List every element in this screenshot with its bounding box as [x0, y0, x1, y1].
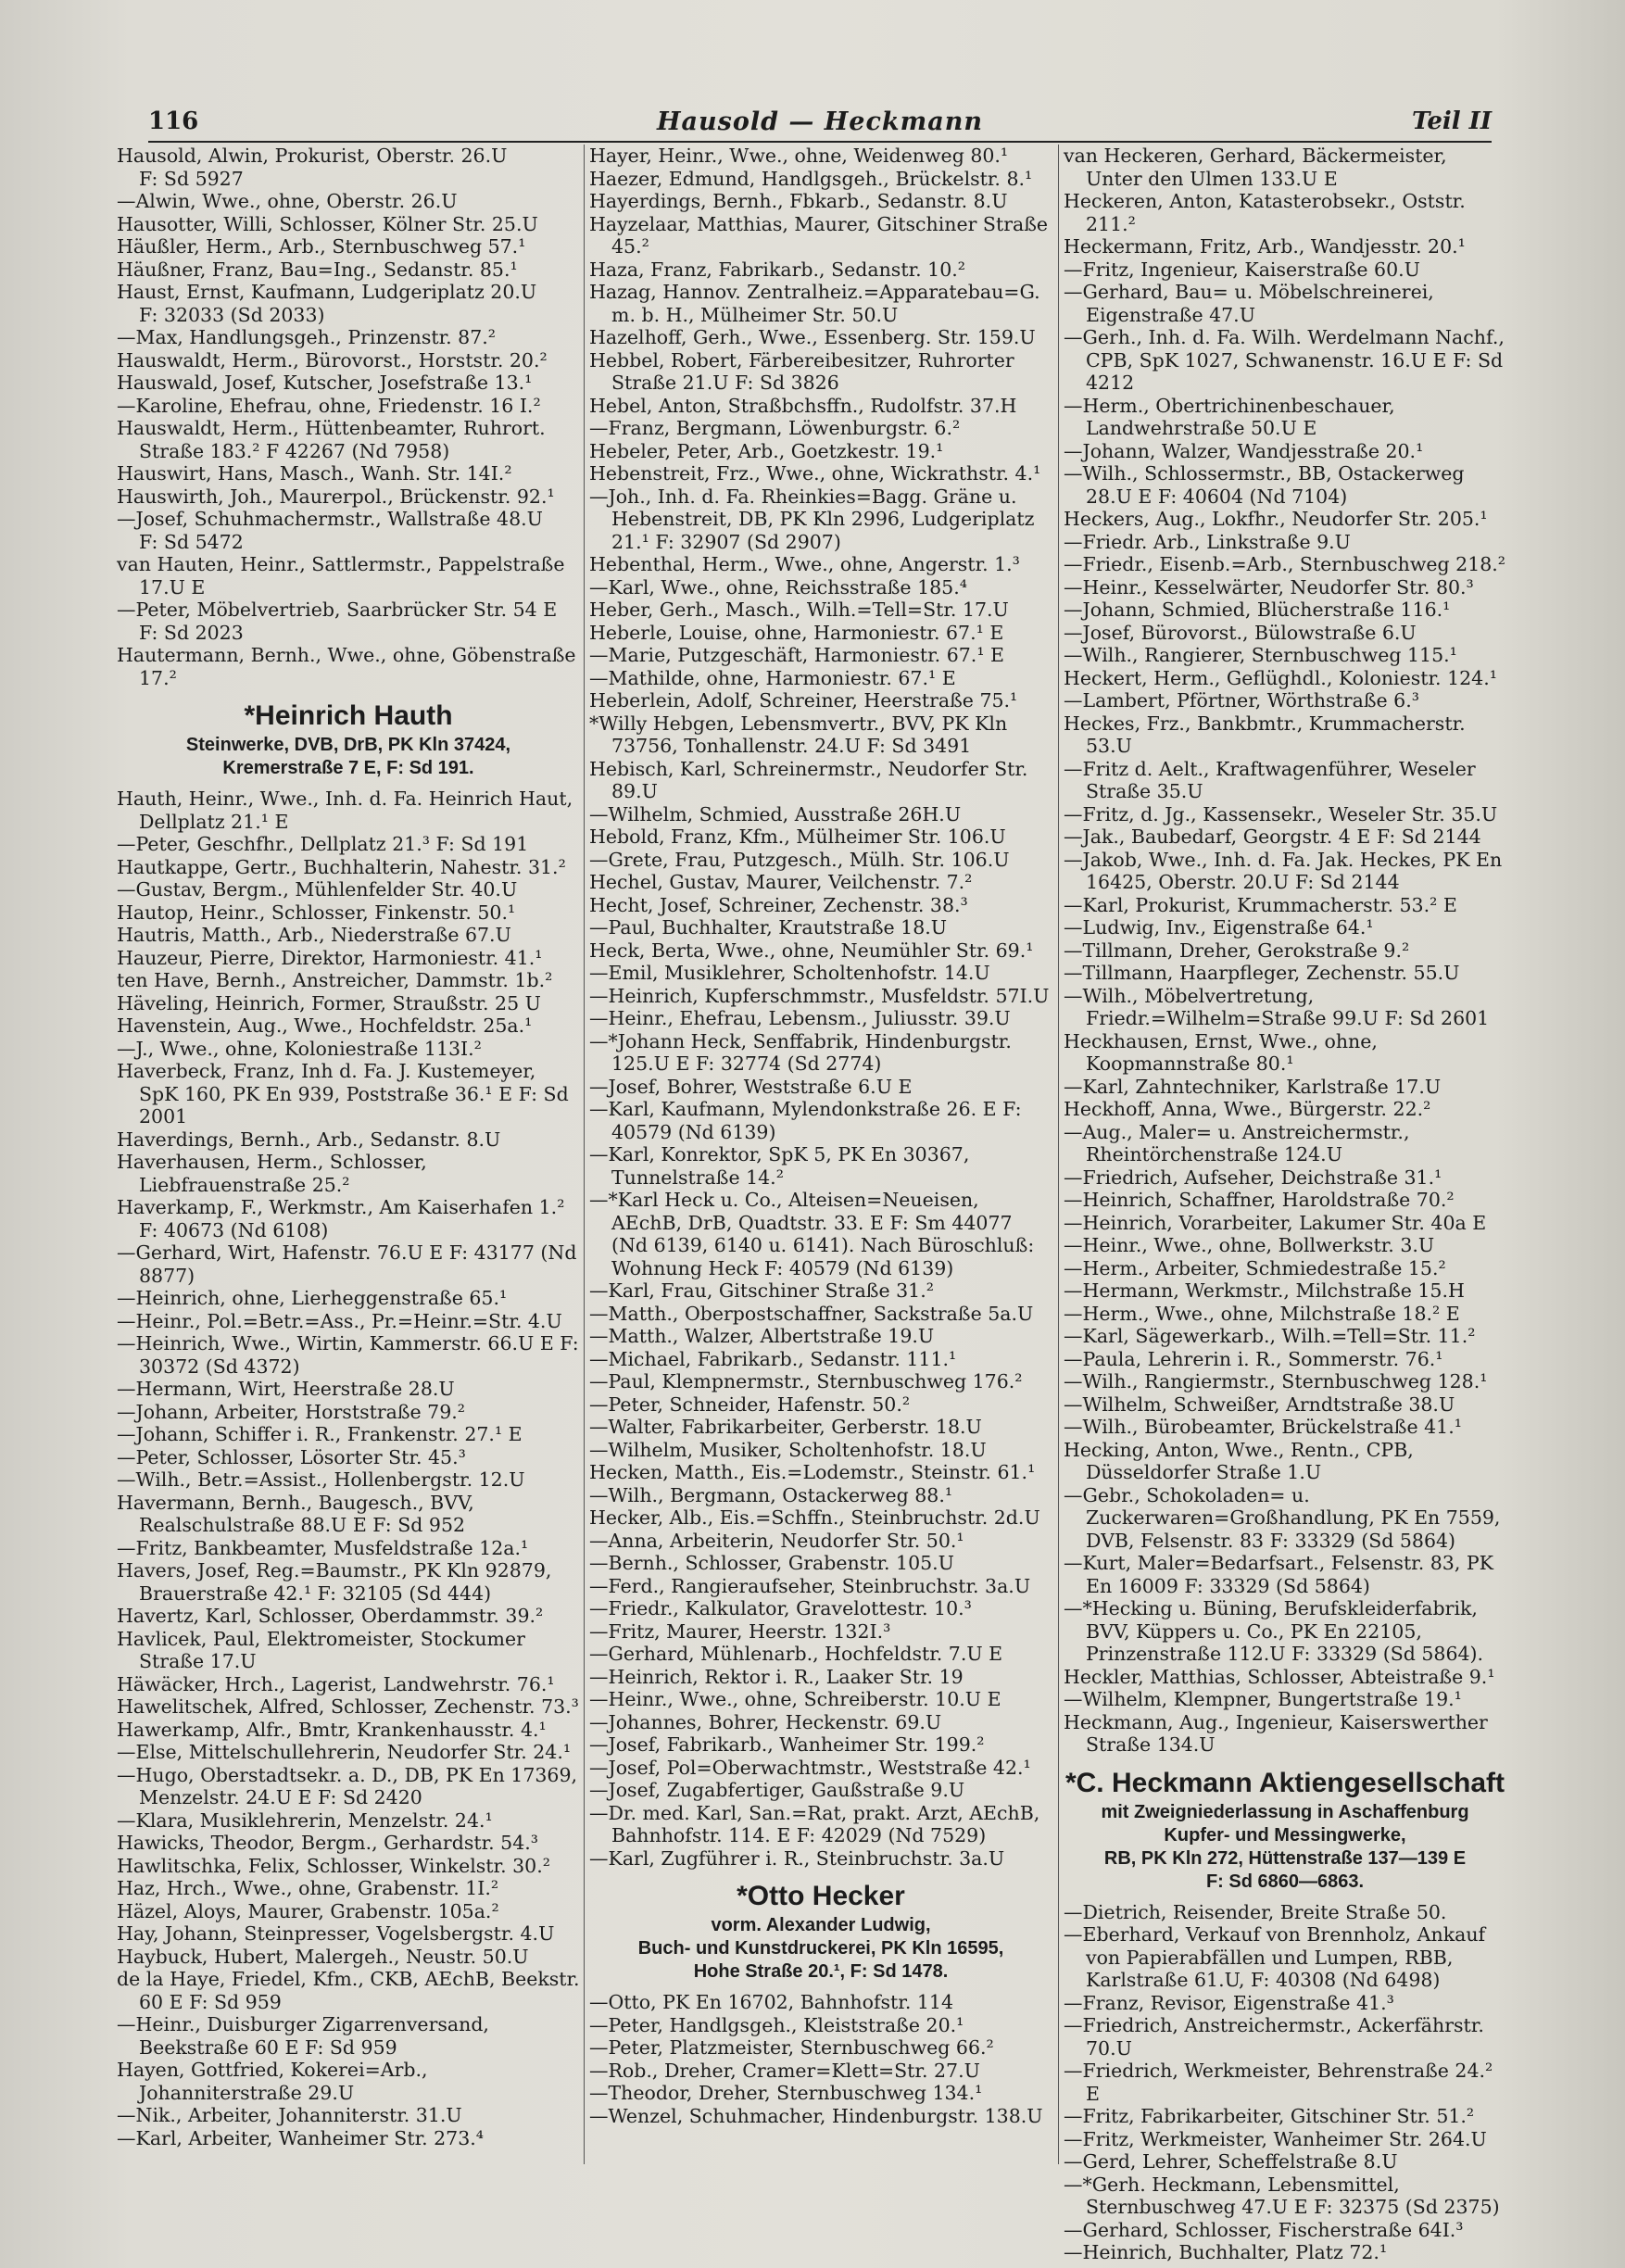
directory-entry: —Friedrich, Aufseher, Deichstraße 31.¹	[1064, 1166, 1442, 1189]
advertisement-line: mit Zweigniederlassung in Aschaffenburg	[1101, 1801, 1469, 1822]
directory-entry: —Karl, Frau, Gitschiner Straße 31.²	[589, 1279, 934, 1302]
advertisement-line: RB, PK Kln 272, Hüttenstraße 137—139 E	[1103, 1847, 1467, 1869]
directory-entry: Hauswaldt, Herm., Hüttenbeamter, Ruhrort. Straße 183.² F 42267 (Nd 7958)	[117, 417, 546, 462]
directory-entry: Hawelitschek, Alfred, Schlosser, Zechenstr. 73.³	[117, 1695, 579, 1718]
directory-entry: —Fritz, Fabrikarbeiter, Gitschiner Str. 51.²	[1064, 2105, 1475, 2127]
advertisement-box	[1064, 1766, 1506, 1894]
directory-entry: Hebold, Franz, Kfm., Mülheimer Str. 106.U	[589, 825, 1006, 848]
directory-entry: —Heinr., Pol.=Betr.=Ass., Pr.=Heinr.=Str. 4.U	[117, 1309, 562, 1332]
directory-entry: —Gebr., Schokoladen= u. Zuckerwaren=Großhandlung, PK En 7559, DVB, Felsenstr. 83 F: 33329 (Sd 5864)	[1064, 1483, 1501, 1552]
directory-entry: —Friedrich, Werkmeister, Behrenstraße 24.² E	[1064, 2060, 1493, 2105]
directory-entry: —Josef, Bohrer, Weststraße 6.U E	[589, 1075, 913, 1098]
directory-entry: —Karl, Arbeiter, Wanheimer Str. 273.⁴	[117, 2126, 485, 2149]
directory-entry: —Gerhard, Wirt, Hafenstr. 76.U E F: 43177 (Nd 8877)	[117, 1241, 577, 1287]
directory-entry: Heberlein, Adolf, Schreiner, Heerstraße 75.¹	[589, 689, 1018, 712]
directory-entry: —Joh., Inh. d. Fa. Rheinkies=Bagg. Gräne u. Hebenstreit, DB, PK Kln 2996, Ludgeriplatz 21.¹ F: 32907 (Sd 2907)	[589, 485, 1035, 553]
directory-entry: —Heinrich, Kupferschmmstr., Musfeldstr. 57I.U	[589, 984, 1050, 1007]
directory-entry: Häveling, Heinrich, Former, Straußstr. 25 U	[117, 991, 541, 1014]
directory-entry: Heckes, Frz., Bankbmtr., Krummacherstr. 53.U	[1064, 712, 1466, 757]
directory-entry: Hecker, Alb., Eis.=Schffn., Steinbruchstr. 2d.U	[589, 1506, 1040, 1529]
directory-entry: —Fritz, Maurer, Heerstr. 132I.³	[589, 1619, 891, 1643]
directory-entry: —Johann, Walzer, Wandjesstraße 20.¹	[1064, 439, 1424, 462]
directory-entry: Hauth, Heinr., Wwe., Inh. d. Fa. Heinrich Haut, Dellplatz 21.¹ E	[117, 788, 573, 833]
directory-entry: —Rob., Dreher, Cramer=Klett=Str. 27.U	[589, 2059, 980, 2082]
directory-entry: —Fritz d. Aelt., Kraftwagenführer, Weseler Straße 35.U	[1064, 757, 1476, 802]
directory-entry: Hawerkamp, Alfr., Bmtr, Krankenhausstr. 4.¹	[117, 1718, 547, 1741]
directory-entry: —*Karl Heck u. Co., Alteisen=Neueisen, AEchB, DrB, Quadtstr. 33. E F: Sm 44077 (Nd 6139, 6140 u. 6141). Nach Büroschluß: Wohnung Heck F: 40579 (Nd 6139)	[589, 1189, 1035, 1279]
directory-entry: —Kurt, Maler=Bedarfsart., Felsenstr. 83, PK En 16009 F: 33329 (Sd 5864)	[1064, 1552, 1493, 1597]
directory-entry: —Peter, Schneider, Hafenstr. 50.²	[589, 1392, 911, 1416]
directory-entry: —Fritz, d. Jg., Kassensekr., Weseler Str. 35.U	[1064, 802, 1498, 825]
directory-entry: —Lambert, Pförtner, Wörthstraße 6.³	[1064, 689, 1419, 712]
directory-entry: —Jakob, Wwe., Inh. d. Fa. Jak. Heckes, PK En 16425, Oberstr. 20.U F: Sd 2144	[1064, 848, 1503, 893]
directory-entry: van Heckeren, Gerhard, Bäckermeister, Unter den Ulmen 133.U E	[1064, 145, 1447, 190]
directory-entry: —Peter, Platzmeister, Sternbuschweg 66.²	[589, 2036, 994, 2059]
directory-entry: Hausotter, Willi, Schlosser, Kölner Str. 25.U	[117, 212, 538, 235]
directory-entry: —Emil, Musiklehrer, Scholtenhofstr. 14.U	[589, 962, 990, 984]
directory-entry: Heckmann, Aug., Ingenieur, Kaiserswerther Straße 134.U	[1064, 1710, 1488, 1756]
directory-entry: —Karl, Zugführer i. R., Steinbruchstr. 3a.U	[589, 1846, 1005, 1870]
advertisement-box	[117, 699, 580, 780]
column-2	[589, 145, 1052, 2127]
directory-entry: —Wilhelm, Schmied, Ausstraße 26H.U	[589, 802, 962, 825]
directory-entry: —Johann, Schiffer i. R., Frankenstr. 27.¹ E	[117, 1423, 523, 1445]
directory-entry: —Wenzel, Schuhmacher, Hindenburgstr. 138.U	[589, 2104, 1043, 2127]
directory-entry: Haverhausen, Herm., Schlosser, Liebfrauenstraße 25.²	[117, 1151, 427, 1196]
directory-entry: —Paula, Lehrerin i. R., Sommerstr. 76.¹	[1064, 1347, 1443, 1370]
directory-entry: —Karoline, Ehefrau, ohne, Friedenstr. 16 I.²	[117, 394, 541, 417]
directory-entry: Hazelhoff, Gerh., Wwe., Essenberg. Str. 159.U	[589, 326, 1036, 348]
advertisement-line: Steinwerke, DVB, DrB, PK Kln 37424,	[185, 735, 511, 755]
directory-entry: Hebeler, Peter, Arb., Goetzkestr. 19.¹	[589, 439, 944, 462]
directory-entry: —Aug., Maler= u. Anstreichermstr., Rheintörchenstraße 124.U	[1064, 1120, 1410, 1166]
advertisement-line: F: Sd 6860—6863.	[1205, 1871, 1365, 1892]
page-number: 116	[148, 107, 199, 135]
running-title: Hausold — Heckmann	[657, 107, 983, 136]
directory-entry: Heberle, Louise, ohne, Harmoniestr. 67.¹ E	[589, 621, 1004, 644]
directory-entry: Haverbeck, Franz, Inh d. Fa. J. Kustemeyer, SpK 160, PK En 939, Poststraße 36.¹ E F: Sd 2001	[117, 1060, 569, 1128]
directory-entry: —Michael, Fabrikarb., Sedanstr. 111.¹	[589, 1347, 957, 1370]
directory-entry: Hauswaldt, Herm., Bürovorst., Horststr. 20.²	[117, 348, 548, 372]
directory-entry: —Wilh., Rangierer, Sternbuschweg 115.¹	[1064, 644, 1457, 666]
directory-entry: Haz, Hrch., Wwe., ohne, Grabenstr. 1I.²	[117, 1877, 499, 1899]
directory-entry: Hazag, Hannov. Zentralheiz.=Apparatebau=G. m. b. H., Mülheimer Str. 50.U	[589, 281, 1040, 326]
directory-entry: —Gerhard, Bau= u. Möbelschreinerei, Eigenstraße 47.U	[1064, 281, 1434, 326]
directory-entry: Hebbel, Robert, Färbereibesitzer, Ruhrorter Straße 21.U F: Sd 3826	[589, 348, 1014, 394]
directory-entry: —Eberhard, Verkauf von Brennholz, Ankauf von Papierabfällen und Lumpen, RBB, Karlstraße 61.U, F: 40308 (Nd 6498)	[1064, 1923, 1486, 1991]
directory-entry: —Karl, Konrektor, SpK 5, PK En 30367, Tunnelstraße 14.²	[589, 1143, 970, 1189]
advertisement-title: *Otto Hecker	[737, 1881, 905, 1911]
directory-entry: —Peter, Möbelvertrieb, Saarbrücker Str. 54 E F: Sd 2023	[117, 598, 558, 644]
directory-entry: —Franz, Revisor, Eigenstraße 41.³	[1064, 1991, 1394, 2014]
directory-entry: —Heinrich, Wwe., Wirtin, Kammerstr. 66.U E F: 30372 (Sd 4372)	[117, 1332, 579, 1378]
directory-entry: —Karl, Kaufmann, Mylendonkstraße 26. E F: 40579 (Nd 6139)	[589, 1098, 1022, 1143]
directory-entry: *Willy Hebgen, Lebensmvertr., BVV, PK Kln 73756, Tonhallenstr. 24.U F: Sd 3491	[589, 712, 1008, 757]
directory-entry: —Ludwig, Inv., Eigenstraße 64.¹	[1064, 916, 1374, 939]
directory-entry: —Paul, Klempnermstr., Sternbuschweg 176.²	[589, 1370, 1023, 1392]
directory-entry: Hayer, Heinr., Wwe., ohne, Weidenweg 80.¹	[589, 145, 1009, 167]
directory-entry: Heckers, Aug., Lokfhr., Neudorfer Str. 205.¹	[1064, 508, 1488, 530]
directory-entry: —Paul, Buchhalter, Krautstraße 18.U	[589, 916, 948, 939]
directory-entry: Hayen, Gottfried, Kokerei=Arb., Johanniterstraße 29.U	[117, 2059, 428, 2104]
directory-entry: Heber, Gerh., Masch., Wilh.=Tell=Str. 17.U	[589, 598, 1009, 621]
directory-entry: Heck, Berta, Wwe., ohne, Neumühler Str. 69.¹	[589, 939, 1034, 962]
directory-entry: —Karl, Zahntechniker, Karlstraße 17.U	[1064, 1075, 1442, 1098]
directory-entry: —Wilhelm, Schweißer, Arndtstraße 38.U	[1064, 1392, 1455, 1416]
directory-entry: ten Have, Bernh., Anstreicher, Dammstr. 1b.²	[117, 969, 553, 991]
directory-entry: —Dietrich, Reisender, Breite Straße 50.	[1064, 1900, 1447, 1923]
directory-entry: Hebenstreit, Frz., Wwe., ohne, Wickrathstr. 4.¹	[589, 462, 1041, 485]
directory-entry: —Wilh., Bergmann, Ostackerweg 88.¹	[589, 1483, 953, 1506]
column-3	[1064, 145, 1506, 2264]
directory-entry: —Wilh., Rangiermstr., Sternbuschweg 128.¹	[1064, 1370, 1488, 1392]
directory-entry: —Matth., Oberpostschaffner, Sackstraße 5a.U	[589, 1302, 1034, 1325]
column-divider	[1058, 145, 1059, 2164]
directory-entry: —Anna, Arbeiterin, Neudorfer Str. 50.¹	[589, 1529, 964, 1552]
directory-entry: —Heinr., Kesselwärter, Neudorfer Str. 80.³	[1064, 575, 1474, 598]
advertisement-line: Kupfer- und Messingwerke,	[1164, 1824, 1406, 1846]
directory-entry: Hayzelaar, Matthias, Maurer, Gitschiner Straße 45.²	[589, 212, 1049, 258]
advertisement-line: Kremerstraße 7 E, F: Sd 191.	[222, 758, 474, 778]
directory-entry: —Hermann, Wirt, Heerstraße 28.U	[117, 1378, 455, 1400]
directory-entry: —Karl, Prokurist, Krummacherstr. 53.² E	[1064, 893, 1457, 916]
directory-entry: Havertz, Karl, Schlosser, Oberdammstr. 39.²	[117, 1605, 544, 1627]
directory-entry: —Gerhard, Mühlenarb., Hochfeldstr. 7.U E	[589, 1643, 1003, 1665]
advertisement-box	[589, 1879, 1052, 1984]
advertisement-title: *C. Heckmann Aktiengesellschaft	[1064, 1767, 1505, 1798]
directory-entry: —Otto, PK En 16702, Bahnhofstr. 114	[589, 1991, 954, 2013]
directory-entry: —Wilh., Bürobeamter, Brückelstraße 41.¹	[1064, 1416, 1462, 1438]
directory-entry: Hay, Johann, Steinpresser, Vogelsbergstr. 4.U	[117, 1922, 555, 1945]
directory-entry: —Friedr., Kalkulator, Gravelottestr. 10.³	[589, 1597, 972, 1619]
directory-entry: Havenstein, Aug., Wwe., Hochfeldstr. 25a.¹	[117, 1014, 533, 1037]
directory-entry: Heckhoff, Anna, Wwe., Bürgerstr. 22.²	[1064, 1098, 1431, 1120]
directory-entry: —Friedr. Arb., Linkstraße 9.U	[1064, 530, 1351, 553]
advertisement-line: Hohe Straße 20.¹, F: Sd 1478.	[693, 1961, 949, 1982]
directory-entry: Hautkappe, Gertr., Buchhalterin, Nahestr. 31.²	[117, 855, 566, 878]
directory-entry: Hauswald, Josef, Kutscher, Josefstraße 13.¹	[117, 372, 533, 394]
directory-entry: —Heinr., Wwe., ohne, Bollwerkstr. 3.U	[1064, 1234, 1435, 1256]
directory-entry: —Marie, Putzgeschäft, Harmoniestr. 67.¹ E	[589, 644, 1005, 666]
directory-entry: Hausold, Alwin, Prokurist, Oberstr. 26.U F: Sd 5927	[117, 145, 508, 190]
directory-entry: —Josef, Pol=Oberwachtmstr., Weststraße 42.¹	[589, 1756, 1031, 1779]
directory-entry: Hautop, Heinr., Schlosser, Finkenstr. 50.¹	[117, 901, 516, 924]
directory-entry: —Gerh., Inh. d. Fa. Wilh. Werdelmann Nachf., CPB, SpK 1027, Schwanenstr. 16.U E F: Sd 4212	[1064, 326, 1505, 394]
directory-entry: Hecken, Matth., Eis.=Lodemstr., Steinstr. 61.¹	[589, 1461, 1036, 1483]
directory-entry: —Heinr., Ehefrau, Lebensm., Juliusstr. 39.U	[589, 1007, 1011, 1029]
directory-entry: —Fritz, Werkmeister, Wanheimer Str. 264.U	[1064, 2127, 1487, 2150]
directory-entry: Heckhausen, Ernst, Wwe., ohne, Koopmannstraße 80.¹	[1064, 1029, 1378, 1075]
directory-entry: —*Gerh. Heckmann, Lebensmittel, Sternbuschweg 47.U E F: 32375 (Sd 2375)	[1064, 2173, 1500, 2218]
directory-entry: —Tillmann, Haarpfleger, Zechenstr. 55.U	[1064, 962, 1460, 984]
directory-entry: —Max, Handlungsgeh., Prinzenstr. 87.²	[117, 326, 496, 348]
directory-entry: Havers, Josef, Reg.=Baumstr., PK Kln 92879, Brauerstraße 42.¹ F: 32105 (Sd 444)	[117, 1559, 552, 1605]
directory-entry: Haybuck, Hubert, Malergeh., Neustr. 50.U	[117, 1945, 529, 1968]
advertisement-line: Buch- und Kunstdruckerei, PK Kln 16595,	[637, 1938, 1004, 1959]
directory-entry: —Franz, Bergmann, Löwenburgstr. 6.²	[589, 417, 961, 439]
directory-entry: —Theodor, Dreher, Sternbuschweg 134.¹	[589, 2082, 983, 2104]
directory-entry: —Hugo, Oberstadtsekr. a. D., DB, PK En 17369, Menzelstr. 24.U E F: Sd 2420	[117, 1763, 578, 1808]
directory-entry: —Wilh., Möbelvertretung, Friedr.=Wilhelm=Straße 99.U F: Sd 2601	[1064, 984, 1490, 1029]
directory-entry: —Friedr., Eisenb.=Arb., Sternbuschweg 218.²	[1064, 553, 1506, 575]
directory-entry: Hauswirt, Hans, Masch., Wanh. Str. 14I.²	[117, 462, 512, 485]
directory-entry: —Josef, Schuhmachermstr., Wallstraße 48.U F: Sd 5472	[117, 508, 543, 553]
directory-entry: —Nik., Arbeiter, Johanniterstr. 31.U	[117, 2104, 462, 2126]
directory-entry: —Herm., Wwe., ohne, Milchstraße 18.² E	[1064, 1302, 1460, 1325]
directory-entry: —Herm., Arbeiter, Schmiedestraße 15.²	[1064, 1256, 1446, 1279]
directory-entry: —Heinrich, Schaffner, Haroldstraße 70.²	[1064, 1189, 1455, 1211]
directory-entry: —Bernh., Schlosser, Grabenstr. 105.U	[589, 1552, 954, 1574]
directory-entry: Hecht, Josef, Schreiner, Zechenstr. 38.³	[589, 893, 968, 916]
directory-entry: —Heinrich, Vorarbeiter, Lakumer Str. 40a E	[1064, 1211, 1487, 1234]
directory-entry: —Johann, Schmied, Blücherstraße 116.¹	[1064, 598, 1451, 621]
directory-entry: Havermann, Bernh., Baugesch., BVV, Realschulstraße 88.U E F: Sd 952	[117, 1491, 474, 1536]
directory-entry: —Friedrich, Anstreichermstr., Ackerfährstr. 70.U	[1064, 2014, 1484, 2060]
directory-entry: Hebisch, Karl, Schreinermstr., Neudorfer Str. 89.U	[589, 757, 1028, 802]
directory-entry: Haezer, Edmund, Handlgsgeh., Brückelstr. 8.¹	[589, 167, 1033, 190]
directory-entry: Häußler, Herm., Arb., Sternbuschweg 57.¹	[117, 235, 526, 258]
directory-entry: Haverdings, Bernh., Arb., Sedanstr. 8.U	[117, 1128, 501, 1151]
directory-entry: —Heinr., Wwe., ohne, Schreiberstr. 10.U E	[589, 1688, 1001, 1710]
directory-entry: —Herm., Obertrichinenbeschauer, Landwehrstraße 50.U E	[1064, 394, 1395, 439]
advertisement-line: vorm. Alexander Ludwig,	[711, 1915, 931, 1935]
directory-entry: —Alwin, Wwe., ohne, Oberstr. 26.U	[117, 190, 458, 212]
directory-entry: Häwäcker, Hrch., Lagerist, Landwehrstr. 76.¹	[117, 1672, 555, 1695]
directory-entry: —Heinrich, ohne, Lierheggenstraße 65.¹	[117, 1287, 508, 1309]
directory-entry: —Mathilde, ohne, Harmoniestr. 67.¹ E	[589, 666, 956, 689]
directory-entry: —Tillmann, Dreher, Gerokstraße 9.²	[1064, 939, 1410, 962]
directory-entry: Heckler, Matthias, Schlosser, Abteistraße 9.¹	[1064, 1665, 1495, 1688]
directory-entry: Haverkamp, F., Werkmstr., Am Kaiserhafen 1.² F: 40673 (Nd 6108)	[117, 1196, 565, 1241]
directory-entry: —Gerhard, Schlosser, Fischerstraße 64I.³	[1064, 2218, 1464, 2241]
directory-entry: —Heinr., Duisburger Zigarrenversand, Beekstraße 60 E F: Sd 959	[117, 2013, 489, 2059]
directory-entry: Heckert, Herm., Geflüghdl., Koloniestr. 124.¹	[1064, 666, 1497, 689]
directory-entry: —Gustav, Bergm., Mühlenfelder Str. 40.U	[117, 878, 518, 901]
directory-entry: —Johann, Arbeiter, Horststraße 79.²	[117, 1400, 466, 1423]
directory-entry: —Josef, Zugabfertiger, Gaußstraße 9.U	[589, 1779, 965, 1801]
directory-entry: —Gerd, Lehrer, Scheffelstraße 8.U	[1064, 2150, 1398, 2173]
directory-entry: —Josef, Fabrikarb., Wanheimer Str. 199.²	[589, 1733, 985, 1756]
directory-entry: —Jak., Baubedarf, Georgstr. 4 E F: Sd 2144	[1064, 825, 1481, 848]
directory-entry: Hauzeur, Pierre, Direktor, Harmoniestr. 41.¹	[117, 946, 543, 969]
directory-entry: Häzel, Aloys, Maurer, Grabenstr. 105a.²	[117, 1899, 499, 1922]
directory-entry: —Peter, Schlosser, Lösorter Str. 45.³	[117, 1445, 466, 1468]
directory-entry: —Ferd., Rangieraufseher, Steinbruchstr. 3a.U	[589, 1574, 1031, 1597]
directory-entry: Hecking, Anton, Wwe., Rentn., CPB, Düsseldorfer Straße 1.U	[1064, 1438, 1414, 1483]
directory-entry: —Dr. med. Karl, San.=Rat, prakt. Arzt, AEchB, Bahnhofstr. 114. E F: 42029 (Nd 7529)	[589, 1801, 1040, 1846]
directory-entry: Hebenthal, Herm., Wwe., ohne, Angerstr. 1.³	[589, 553, 1020, 575]
directory-entry: Hayerdings, Bernh., Fbkarb., Sedanstr. 8.U	[589, 190, 1008, 212]
directory-entry: —Wilh., Betr.=Assist., Hollenbergstr. 12.U	[117, 1468, 525, 1491]
advertisement-title: *Heinrich Hauth	[244, 700, 453, 731]
directory-entry: —Karl, Sägewerkarb., Wilh.=Tell=Str. 11.²	[1064, 1325, 1476, 1347]
directory-entry: —Peter, Handlgsgeh., Kleiststraße 20.¹	[589, 2013, 964, 2036]
directory-entry: Hautris, Matth., Arb., Niederstraße 67.U	[117, 924, 511, 946]
directory-entry: Heckeren, Anton, Katasterobsekr., Oststr. 211.²	[1064, 190, 1466, 235]
directory-entry: —Wilh., Schlossermstr., BB, Ostackerweg 28.U E F: 40604 (Nd 7104)	[1064, 462, 1465, 508]
directory-entry: Haust, Ernst, Kaufmann, Ludgeriplatz 20.U F: 32033 (Sd 2033)	[117, 281, 537, 326]
directory-entry: —Johannes, Bohrer, Heckenstr. 69.U	[589, 1710, 942, 1733]
directory-entry: —Heinrich, Rektor i. R., Laaker Str. 19	[589, 1665, 964, 1688]
directory-entry: —Josef, Bürovorst., Bülowstraße 6.U	[1064, 621, 1417, 644]
directory-entry: de la Haye, Friedel, Kfm., CKB, AEchB, Beekstr. 60 E F: Sd 959	[117, 1968, 580, 2013]
directory-entry: Häußner, Franz, Bau=Ing., Sedanstr. 85.¹	[117, 258, 518, 281]
directory-entry: —*Johann Heck, Senffabrik, Hindenburgstr. 125.U E F: 32774 (Sd 2774)	[589, 1029, 1012, 1075]
directory-entry: Havlicek, Paul, Elektromeister, Stockumer Straße 17.U	[117, 1627, 525, 1672]
directory-entry: —Wilhelm, Klempner, Bungertstraße 19.¹	[1064, 1688, 1462, 1710]
directory-entry: —Wilhelm, Musiker, Scholtenhofstr. 18.U	[589, 1438, 987, 1461]
directory-entry: —Klara, Musiklehrerin, Menzelstr. 24.¹	[117, 1808, 493, 1832]
part-label: Teil II	[1411, 107, 1492, 135]
directory-entry: Hawlitschka, Felix, Schlosser, Winkelstr. 30.²	[117, 1854, 550, 1877]
directory-entry: —Hermann, Werkmstr., Milchstraße 15.H	[1064, 1279, 1465, 1302]
directory-entry: Hauswirth, Joh., Maurerpol., Brückenstr. 92.¹	[117, 485, 555, 508]
directory-entry: —Else, Mittelschullehrerin, Neudorfer Str. 24.¹	[117, 1741, 572, 1763]
directory-entry: Hechel, Gustav, Maurer, Veilchenstr. 7.²	[589, 871, 973, 893]
directory-entry: Haza, Franz, Fabrikarb., Sedanstr. 10.²	[589, 258, 965, 281]
directory-entry: —Matth., Walzer, Albertstraße 19.U	[589, 1325, 935, 1347]
directory-entry: —Heinrich, Buchhalter, Platz 72.¹	[1064, 2241, 1388, 2263]
directory-entry: —Walter, Fabrikarbeiter, Gerberstr. 18.U	[589, 1416, 982, 1438]
directory-entry: —*Hecking u. Büning, Berufskleiderfabrik, BVV, Küppers u. Co., PK En 22105, Prinzenstraße 112.U F: 33329 (Sd 5864).	[1064, 1597, 1484, 1665]
directory-entry: —J., Wwe., ohne, Koloniestraße 113I.²	[117, 1037, 482, 1060]
directory-entry: —Fritz, Bankbeamter, Musfeldstraße 12a.¹	[117, 1536, 529, 1559]
directory-entry: —Grete, Frau, Putzgesch., Mülh. Str. 106.U	[589, 848, 1010, 871]
column-1	[117, 145, 580, 2149]
page-header	[148, 104, 1492, 143]
directory-entry: Heckermann, Fritz, Arb., Wandjesstr. 20.¹	[1064, 235, 1466, 258]
directory-entry: Hawicks, Theodor, Bergm., Gerhardstr. 54.³	[117, 1832, 538, 1854]
column-divider	[584, 145, 585, 2164]
directory-entry: Hebel, Anton, Straßbchsffn., Rudolfstr. 37.H	[589, 394, 1017, 417]
directory-entry: —Fritz, Ingenieur, Kaiserstraße 60.U	[1064, 258, 1420, 281]
directory-entry: —Karl, Wwe., ohne, Reichsstraße 185.⁴	[589, 575, 967, 598]
directory-entry: Hautermann, Bernh., Wwe., ohne, Göbenstraße 17.²	[117, 644, 576, 689]
directory-entry: —Peter, Geschfhr., Dellplatz 21.³ F: Sd 191	[117, 833, 529, 855]
directory-entry: van Hauten, Heinr., Sattlermstr., Pappelstraße 17.U E	[117, 553, 565, 598]
